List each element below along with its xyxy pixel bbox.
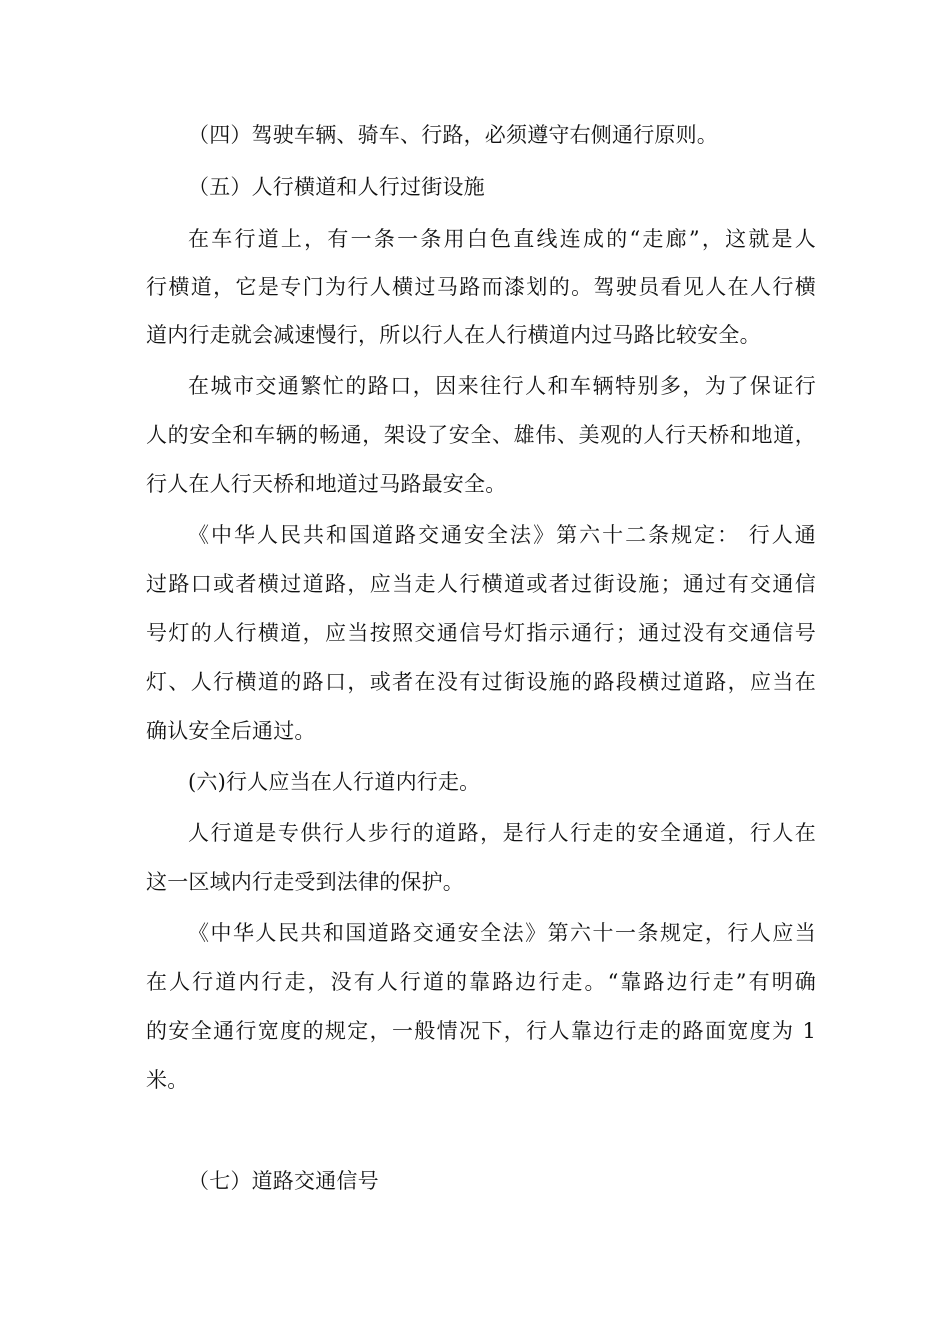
paragraph-line: 在城市交通繁忙的路口，因来往行人和车辆特别多，为了保证行 <box>188 374 816 398</box>
paragraph-line: 确认安全后通过。 <box>146 719 316 743</box>
paragraph-line: 行横道，它是专门为行人横过马路而漆划的。驾驶员看见人在人行横 <box>146 275 816 299</box>
paragraph-line: 米。 <box>146 1068 189 1092</box>
heading-item-6: (六)行人应当在人行道内行走。 <box>188 770 481 794</box>
paragraph-line: 的安全通行宽度的规定，一般情况下，行人靠边行走的路面宽度为 1 <box>146 1019 816 1043</box>
paragraph-line: 《中华人民共和国道路交通安全法》第六十一条规定，行人应当 <box>188 921 816 945</box>
paragraph-line: 行人在人行天桥和地道过马路最安全。 <box>146 472 507 496</box>
paragraph-line: 在车行道上，有一条一条用白色直线连成的“走廊”，这就是人 <box>188 227 816 251</box>
paragraph-line: 人行道是专供行人步行的道路，是行人行走的安全通道，行人在 <box>188 821 816 845</box>
heading-item-7: （七）道路交通信号 <box>188 1169 379 1193</box>
heading-item-4: （四）驾驶车辆、骑车、行路，必须遵守右侧通行原则。 <box>188 123 718 147</box>
paragraph-line: 《中华人民共和国道路交通安全法》第六十二条规定： 行人通 <box>188 523 816 547</box>
paragraph-line: 人的安全和车辆的畅通，架设了安全、雄伟、美观的人行天桥和地道， <box>146 423 816 447</box>
paragraph-line: 这一区域内行走受到法律的保护。 <box>146 870 464 894</box>
paragraph-line: 道内行走就会减速慢行，所以行人在人行横道内过马路比较安全。 <box>146 323 761 347</box>
paragraph-line: 过路口或者横过道路，应当走人行横道或者过街设施；通过有交通信 <box>146 572 816 596</box>
paragraph-line: 号灯的人行横道，应当按照交通信号灯指示通行；通过没有交通信号 <box>146 621 816 645</box>
heading-item-5: （五）人行横道和人行过街设施 <box>188 175 485 199</box>
paragraph-line: 灯、人行横道的路口，或者在没有过街设施的路段横过道路，应当在 <box>146 670 816 694</box>
paragraph-line: 在人行道内行走，没有人行道的靠路边行走。“靠路边行走”有明确 <box>146 970 816 994</box>
